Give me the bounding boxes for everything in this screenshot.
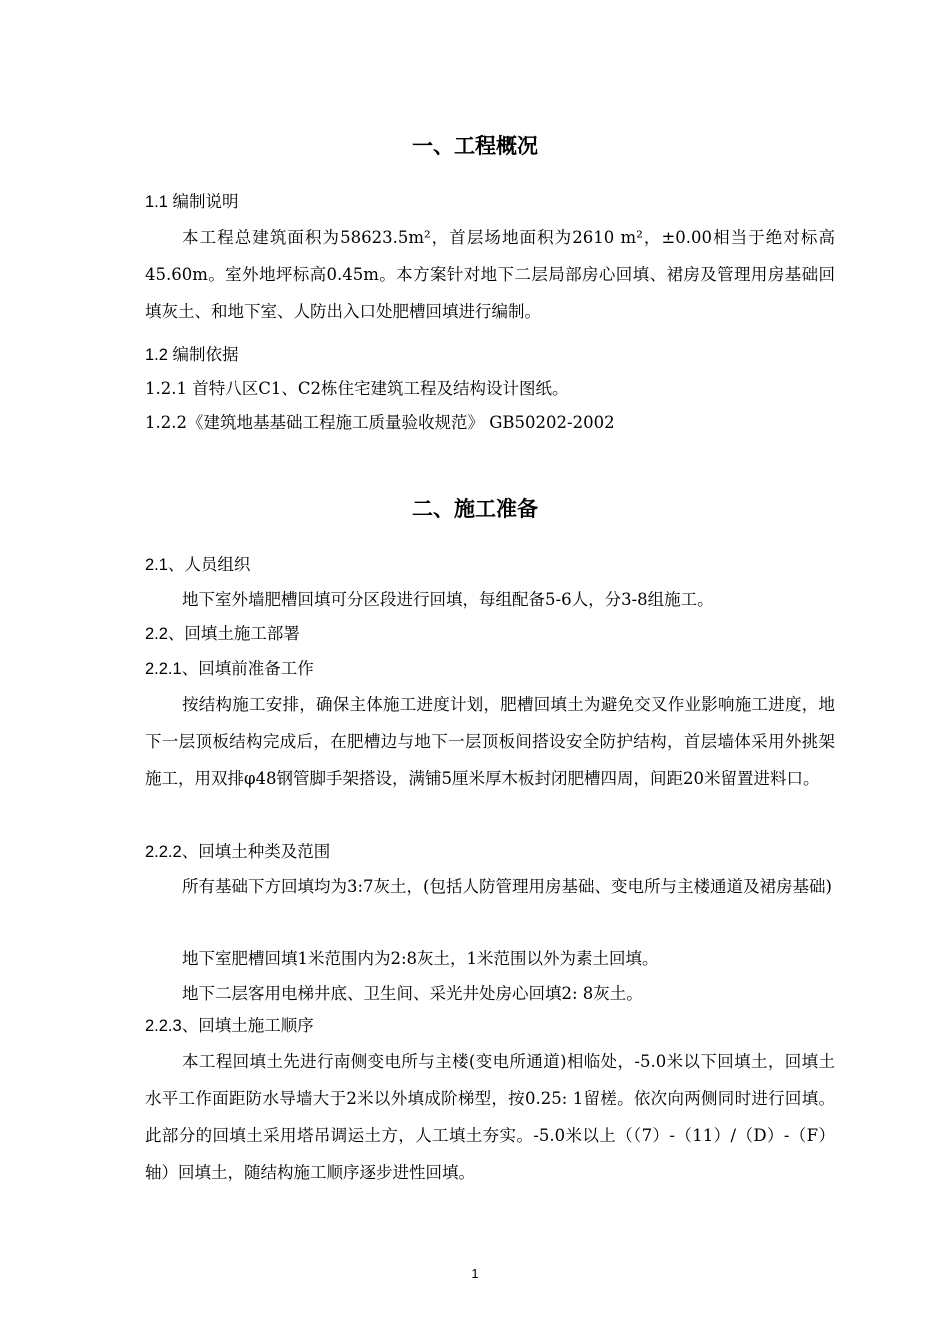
paragraph-2-2-1: 按结构施工安排，确保主体施工进度计划，肥槽回填土为避免交叉作业影响施工进度，地下一层顶板结构完成后，在肥槽边与地下一层顶板间搭设安全防护结构，首层墙体采用外挑架施工，用双排φ48钢管脚手架搭设，满铺5厘米厚木板封闭肥槽四周，间距20米留置进料口。	[145, 695, 835, 788]
heading-1-2: 1.2 编制依据	[145, 346, 239, 364]
heading-2-2-3: 2.2.3、回填土施工顺序	[145, 1017, 314, 1035]
paragraph-2-2-2-b: 地下室肥槽回填1米范围内为2:8灰土，1米范围以外为素土回填。	[182, 949, 659, 968]
heading-2-2-2: 2.2.2、回填土种类及范围	[145, 843, 331, 861]
section-1-title: 一、工程概况	[412, 135, 538, 158]
paragraph-2-2-3: 本工程回填土先进行南侧变电所与主楼(变电所通道)相临处，-5.0米以下回填土，回填土水平工作面距防水导墙大于2米以外填成阶梯型，按0.25: 1留槎。依次向两侧同时进行回填。此部分的回填土采用塔吊调运土方，人工填土夯实。-5.0米以上（（7）-（11）/（D）-（F）轴）回填土，随结构施工顺序逐步进性回填。	[145, 1052, 835, 1182]
list-item-1-2-2: 1.2.2《建筑地基基础工程施工质量验收规范》 GB50202-2002	[145, 413, 615, 432]
page-number: 1	[471, 1266, 479, 1281]
paragraph-2-2-2-c: 地下二层客用电梯井底、卫生间、采光井处房心回填2: 8灰土。	[182, 984, 643, 1003]
paragraph-2-1: 地下室外墙肥槽回填可分区段进行回填，每组配备5-6人，分3-8组施工。	[182, 590, 714, 609]
paragraph-2-2-2-a: 所有基础下方回填均为3:7灰土，(包括人防管理用房基础、变电所与主楼通道及裙房基础)	[182, 877, 832, 896]
heading-2-1: 2.1、人员组织	[145, 556, 251, 574]
section-2-title: 二、施工准备	[412, 498, 538, 521]
heading-2-2: 2.2、回填土施工部署	[145, 625, 300, 643]
heading-1-1: 1.1 编制说明	[145, 193, 239, 211]
paragraph-1-1: 本工程总建筑面积为58623.5m²，首层场地面积为2610 m²，±0.00相当于绝对标高45.60m。室外地坪标高0.45m。本方案针对地下二层局部房心回填、裙房及管理用房基础回填灰土、和地下室、人防出入口处肥槽回填进行编制。	[145, 228, 835, 321]
list-item-1-2-1: 1.2.1 首特八区C1、C2栋住宅建筑工程及结构设计图纸。	[145, 379, 569, 398]
heading-2-2-1: 2.2.1、回填前准备工作	[145, 660, 314, 678]
